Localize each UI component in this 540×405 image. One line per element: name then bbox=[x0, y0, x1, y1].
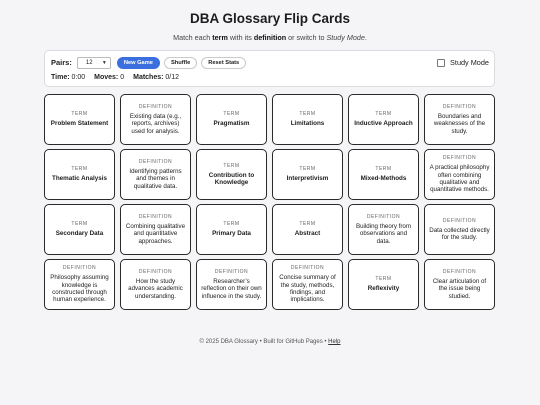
definition-card[interactable] bbox=[120, 94, 191, 145]
matches-label: Matches: bbox=[133, 74, 164, 81]
card-kind-label: DEFINITION bbox=[214, 268, 249, 275]
card-kind-label: TERM bbox=[375, 276, 392, 283]
term-card[interactable] bbox=[272, 94, 343, 145]
card-kind-label: DEFINITION bbox=[62, 265, 97, 272]
card-kind-label: DEFINITION bbox=[138, 158, 173, 165]
definition-card[interactable] bbox=[424, 94, 495, 145]
definition-text: Concise summary of the study, methods, findings, and implications. bbox=[279, 274, 336, 304]
term-card[interactable] bbox=[272, 204, 343, 255]
controls-panel bbox=[44, 50, 495, 87]
definition-text: Researcher’s reflection on their own influence in the study. bbox=[201, 277, 262, 300]
definition-card[interactable] bbox=[424, 149, 495, 200]
pairs-select[interactable] bbox=[77, 57, 111, 69]
subtitle-definition: definition bbox=[253, 33, 287, 42]
card-kind-label: DEFINITION bbox=[138, 103, 173, 110]
card-kind-label: TERM bbox=[299, 166, 316, 173]
term-text: Limitations bbox=[290, 120, 325, 128]
pairs-select-value: 12 bbox=[85, 59, 93, 66]
moves-stat bbox=[94, 74, 124, 81]
card-kind-label: TERM bbox=[375, 111, 392, 118]
subtitle-text: . bbox=[364, 33, 367, 42]
card-kind-label: DEFINITION bbox=[442, 155, 477, 162]
definition-text: A practical philosophy often combining qualitative and quantitative methods. bbox=[429, 164, 490, 194]
term-card[interactable] bbox=[196, 149, 267, 200]
definition-card[interactable] bbox=[120, 204, 191, 255]
term-card[interactable] bbox=[196, 204, 267, 255]
card-kind-label: TERM bbox=[299, 111, 316, 118]
term-text: Abstract bbox=[294, 230, 321, 238]
definition-text: Clear articulation of the issue being studied. bbox=[432, 277, 487, 300]
term-card[interactable] bbox=[348, 149, 419, 200]
term-card[interactable] bbox=[44, 149, 115, 200]
subtitle-text: or switch to bbox=[286, 33, 327, 42]
definition-text: How the study advances academic understanding. bbox=[128, 277, 183, 300]
definition-card[interactable] bbox=[196, 259, 267, 310]
term-card[interactable] bbox=[196, 94, 267, 145]
card-kind-label: TERM bbox=[375, 166, 392, 173]
definition-card[interactable] bbox=[120, 259, 191, 310]
page-title: DBA Glossary Flip Cards bbox=[189, 11, 351, 26]
definition-text: Philosophy assuming knowledge is constructed through human experience. bbox=[50, 274, 109, 304]
card-kind-label: DEFINITION bbox=[442, 268, 477, 275]
study-mode-label: Study Mode bbox=[450, 58, 489, 67]
definition-card[interactable] bbox=[424, 204, 495, 255]
shuffle-button[interactable]: Shuffle bbox=[164, 57, 197, 69]
time-value: 0:00 bbox=[71, 74, 86, 81]
moves-label: Moves: bbox=[94, 74, 119, 81]
new-game-button[interactable]: New Game bbox=[117, 57, 160, 69]
term-text: Inductive Approach bbox=[354, 120, 413, 128]
card-kind-label: TERM bbox=[71, 221, 88, 228]
term-text: Interpretivism bbox=[286, 175, 329, 183]
footer-text: © 2025 DBA Glossary • Built for GitHub Pages • bbox=[199, 339, 329, 345]
card-kind-label: TERM bbox=[223, 111, 240, 118]
term-card[interactable] bbox=[348, 94, 419, 145]
definition-card[interactable] bbox=[44, 259, 115, 310]
time-label: Time: bbox=[51, 74, 70, 81]
term-text: Primary Data bbox=[212, 230, 251, 238]
term-text: Pragmatism bbox=[213, 120, 250, 128]
card-kind-label: TERM bbox=[223, 221, 240, 228]
card-kind-label: DEFINITION bbox=[366, 213, 401, 220]
card-kind-label: TERM bbox=[71, 166, 88, 173]
definition-text: Identifying patterns and themes in qualitative data. bbox=[129, 167, 182, 190]
pairs-label: Pairs: bbox=[51, 58, 72, 67]
term-text: Problem Statement bbox=[50, 120, 109, 128]
term-text: Thematic Analysis bbox=[51, 175, 108, 183]
card-kind-label: DEFINITION bbox=[442, 217, 477, 224]
term-card[interactable] bbox=[348, 259, 419, 310]
term-card[interactable] bbox=[272, 149, 343, 200]
subtitle-mode: Study Mode bbox=[326, 33, 365, 42]
matches-value: 0/12 bbox=[165, 74, 180, 81]
time-stat bbox=[51, 74, 85, 81]
subtitle-text: Match each bbox=[173, 33, 213, 42]
definition-card[interactable] bbox=[348, 204, 419, 255]
study-mode-checkbox[interactable] bbox=[437, 59, 445, 67]
definition-text: Building theory from observations and data. bbox=[355, 222, 412, 245]
definition-card[interactable] bbox=[272, 259, 343, 310]
term-text: Contribution to Knowledge bbox=[208, 171, 255, 186]
card-grid bbox=[44, 94, 495, 310]
definition-card[interactable] bbox=[424, 259, 495, 310]
term-text: Mixed-Methods bbox=[360, 175, 407, 183]
subtitle-text: with its bbox=[227, 33, 254, 42]
definition-text: Boundaries and weaknesses of the study. bbox=[433, 112, 486, 135]
help-link[interactable]: Help bbox=[328, 339, 341, 345]
reset-stats-button[interactable]: Reset Stats bbox=[201, 57, 246, 69]
study-mode-toggle[interactable] bbox=[437, 58, 489, 67]
definition-text: Existing data (e.g., reports, archives) used for analysis. bbox=[129, 112, 182, 135]
term-card[interactable] bbox=[44, 94, 115, 145]
stats-bar bbox=[51, 74, 188, 81]
definition-card[interactable] bbox=[120, 149, 191, 200]
card-kind-label: DEFINITION bbox=[290, 265, 325, 272]
matches-stat bbox=[133, 74, 179, 81]
footer bbox=[0, 339, 540, 345]
moves-value: 0 bbox=[120, 74, 125, 81]
card-kind-label: DEFINITION bbox=[442, 103, 477, 110]
term-text: Reflexivity bbox=[367, 285, 400, 293]
subtitle-term: term bbox=[212, 33, 228, 42]
subtitle bbox=[0, 33, 540, 42]
chevron-down-icon: ▼ bbox=[101, 59, 107, 66]
controls-row bbox=[51, 56, 250, 69]
card-kind-label: TERM bbox=[71, 111, 88, 118]
definition-text: Combining qualitative and quantitative approaches. bbox=[125, 222, 186, 245]
term-card[interactable] bbox=[44, 204, 115, 255]
card-kind-label: DEFINITION bbox=[138, 268, 173, 275]
term-text: Secondary Data bbox=[55, 230, 104, 238]
definition-text: Data collected directly for the study. bbox=[429, 226, 490, 241]
card-kind-label: TERM bbox=[223, 162, 240, 169]
card-kind-label: TERM bbox=[299, 221, 316, 228]
card-kind-label: DEFINITION bbox=[138, 213, 173, 220]
